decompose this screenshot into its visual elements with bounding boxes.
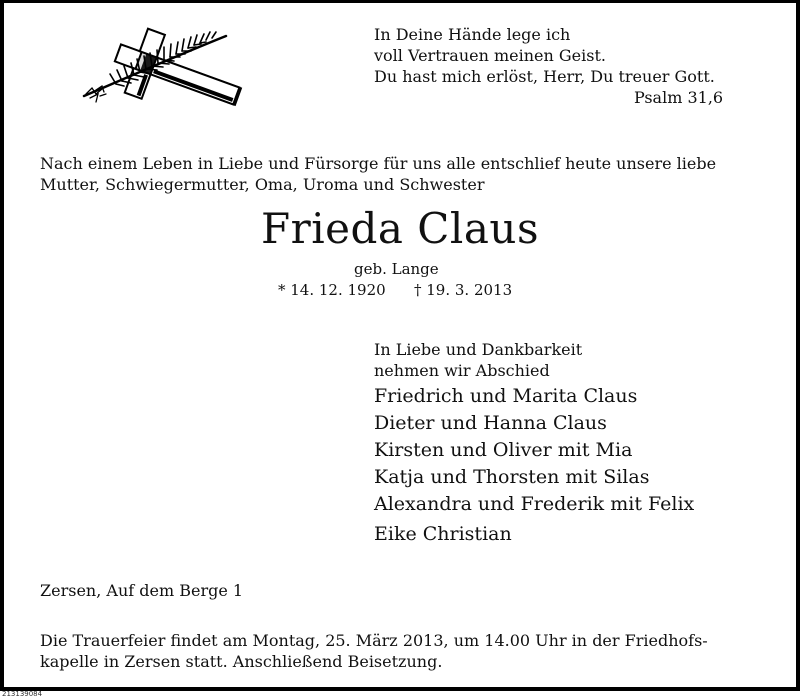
verse-line-1: In Deine Hände lege ich [374,25,571,44]
ad-code: 213139084 [2,690,43,698]
mourner-1: Friedrich und Marita Claus [374,385,638,407]
intro-line-2: Mutter, Schwiegermutter, Oma, Uroma und Schwester [40,175,485,194]
verse-line-2: voll Vertrauen meinen Geist. [374,46,606,65]
birth-date: * 14. 12. 1920 [278,281,386,299]
service-line-1: Die Trauerfeier findet am Montag, 25. März 2013, um 14.00 Uhr in der Friedhofs- [40,631,708,650]
farewell-line-2: nehmen wir Abschied [374,361,550,380]
border-bottom [0,687,800,691]
border-right [796,0,800,690]
mourner-6: Eike Christian [374,523,512,545]
deceased-name: Frieda Claus [261,204,539,253]
farewell-line-1: In Liebe und Dankbarkeit [374,340,583,359]
cross-with-palm-branch-icon [76,26,248,112]
border-top [0,0,800,3]
birth-name: geb. Lange [354,260,439,278]
service-line-2: kapelle in Zersen statt. Anschließend Beisetzung. [40,652,443,671]
mourner-4: Katja und Thorsten mit Silas [374,466,650,488]
mourner-5: Alexandra und Frederik mit Felix [374,493,695,515]
mourner-3: Kirsten und Oliver mit Mia [374,439,633,461]
death-date: † 19. 3. 2013 [414,281,513,299]
address: Zersen, Auf dem Berge 1 [40,581,244,600]
mourner-2: Dieter und Hanna Claus [374,412,607,434]
verse-line-3: Du hast mich erlöst, Herr, Du treuer Gott. [374,67,715,86]
border-left [0,0,4,690]
verse-reference: Psalm 31,6 [634,88,724,107]
intro-line-1: Nach einem Leben in Liebe und Fürsorge für uns alle entschlief heute unsere liebe [40,154,717,173]
